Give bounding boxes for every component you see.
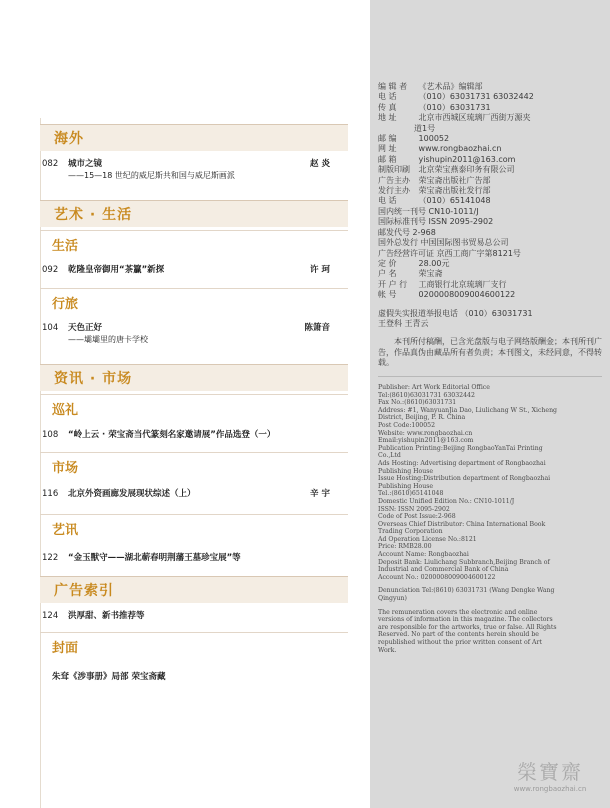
- subsection-title: 市场: [52, 461, 79, 476]
- en-tel2: Tel.:(8610)65141048: [378, 490, 444, 498]
- en-address: Address: #1, WanyuanJia Dao, Liulichang W St., Xicheng District, Beijing, P. R. China: [378, 406, 558, 422]
- page-number: 104: [42, 323, 59, 333]
- toc-entry-082[interactable]: [42, 158, 342, 182]
- author: 许 珂: [310, 265, 330, 275]
- page-number: 124: [42, 611, 59, 621]
- article-subtitle: ——15—18 世纪的威尼斯共和国与威尼斯画派: [68, 171, 235, 180]
- author: 赵 炎: [310, 159, 330, 169]
- info-issue-host: 发行主办 荣宝斋出版社发行部: [378, 186, 491, 196]
- section-title: 海外: [40, 125, 348, 151]
- page-number: 108: [42, 430, 59, 440]
- en-postcode: Post Code:100052: [378, 421, 436, 429]
- info-ad-host: 广告主办 荣宝斋出版社广告部: [378, 175, 491, 185]
- toc-entry-108[interactable]: [42, 429, 342, 441]
- en-overseas: Overseas Chief Distributor: China International Book Trading Corporation: [378, 520, 546, 536]
- section-zixun-shichang: [40, 364, 348, 391]
- subsection-shichang: [40, 452, 348, 476]
- info-issn: 国际标准刊号 ISSN 2095-2902: [378, 217, 494, 227]
- section-title: 资讯 · 市场: [40, 365, 348, 391]
- info-price: 定 价 28.00元: [378, 258, 450, 268]
- subsection-yixun: [40, 514, 348, 538]
- section-haiwai: [40, 124, 348, 151]
- en-denunciation: Denunciation Tel:(8610) 63031731 (Wang Dengke Wang Qingyun): [378, 587, 555, 603]
- info-bank: 开 户 行 工商银行北京琉璃厂支行: [378, 279, 507, 289]
- page-number: 122: [42, 553, 59, 563]
- en-price: Price: RMB28.00: [378, 543, 432, 551]
- en-publisher: Publisher: Art Work Editorial Office: [378, 384, 490, 391]
- info-address: 地 址 北京市西城区琉璃厂西街万源夹: [378, 113, 531, 123]
- en-account-number: Account No.: 0200008009004600122: [378, 573, 496, 581]
- page-number: 092: [42, 265, 59, 275]
- en-post-issue-code: Code of Post Issue:2-968: [378, 513, 456, 521]
- en-ad-license: Ad Operation License No.:8121: [378, 535, 477, 543]
- info-website: 网 址 www.rongbaozhai.cn: [378, 144, 502, 154]
- subsection-title: 行旅: [52, 297, 79, 312]
- author: 陈箫音: [304, 323, 330, 333]
- section-title: 广告索引: [40, 577, 348, 603]
- section-guanggao: [40, 576, 348, 603]
- panel-divider: [378, 376, 602, 377]
- subsection-shenghuo: [40, 230, 348, 254]
- article-title: 北京外资画廊发展现状综述（上）: [68, 489, 196, 499]
- info-printing: 制版印刷 北京荣宝燕泰印务有限公司: [378, 165, 515, 175]
- en-deposit-bank: Deposit Bank: Liulichang Subbranch,Beijing Branch of Industrial and Commercial Bank of China: [378, 558, 550, 574]
- toc-entry-104[interactable]: [42, 322, 342, 346]
- subsection-xinglv: [40, 288, 348, 312]
- article-title: 天色正好: [68, 323, 103, 333]
- en-remuneration-notice: The remuneration covers the electronic and online versions of information in this magazine. The collectors are responsible for the artworks, true or false. All Rights Reserved. No part of the contents herein should be republished without the prior written consent of Art Work.: [378, 608, 557, 654]
- en-fax: Fax No.:(8610)63031731: [378, 399, 457, 407]
- subsection-title: 艺讯: [52, 523, 79, 538]
- article-title: 乾隆皇帝御用“茶籯”新探: [68, 265, 165, 275]
- info-tel2: 电 话 （010）65141048: [378, 196, 491, 206]
- en-printing: Publication Printing:Beijing RongbaoYanTai Printing Co.,Ltd: [378, 444, 543, 460]
- en-email: Email:yishupin2011@163.com: [378, 437, 474, 445]
- info-postcode: 邮 编 100052: [378, 134, 450, 144]
- masthead-en: [378, 384, 558, 654]
- subsection-xunli: [40, 394, 348, 418]
- page-number: 082: [42, 159, 59, 169]
- article-title: “金玉獸守——湖北蕲春明荆藩王墓珍宝展”等: [68, 553, 241, 563]
- article-subtitle: ——壩壩里的唐卡学校: [68, 335, 148, 344]
- en-account-name: Account Name: Rongbaozhai: [378, 551, 469, 559]
- info-ad-license: 广告经营许可证 京西工商广字第8121号: [378, 248, 521, 258]
- info-copyright-notice: 本刊所付稿酬，已含光盘版与电子网络版酬金；本刊所刊广告，作品真伪由藏品所有者负责；本刊图文，未经同意，不得转载。: [378, 337, 602, 368]
- rongbaozhai-watermark: [500, 756, 600, 793]
- en-issue-hosting: Issue Hosting:Distribution department of Rongbaozhai Publishing House: [378, 475, 551, 490]
- info-post-issue-code: 邮发代号 2-968: [378, 227, 436, 237]
- en-domestic-no: Domestic Unified Edition No.: CN10-1011/J: [378, 497, 515, 505]
- cover-caption: 朱耷《涉事册》局部 荣宝斋藏: [52, 672, 166, 682]
- article-title: “岭上云 · 荣宝斋当代篆刻名家邀请展”作品选登（一）: [68, 430, 276, 440]
- article-title: 城市之镜: [68, 159, 103, 169]
- info-account-name: 户 名 荣宝斋: [378, 269, 443, 279]
- toc-entry-116[interactable]: [42, 488, 342, 500]
- info-account-number: 帐 号 0200008009004600122: [378, 290, 516, 300]
- watermark-url: www.rongbaozhai.cn: [513, 785, 587, 793]
- author: 辛 宇: [310, 489, 330, 499]
- info-cn-number: 国内统一刊号 CN10-1011/J: [378, 206, 479, 216]
- info-tel: 电 话 （010）63031731 63032442: [378, 92, 534, 102]
- subsection-title: 封面: [52, 641, 79, 656]
- toc-entry-092[interactable]: [42, 264, 342, 276]
- en-ads-hosting: Ads Hosting: Advertising department of Rongbaozhai Publishing House: [378, 459, 546, 475]
- section-title: 艺术 · 生活: [40, 201, 348, 227]
- subsection-fengmian: [40, 632, 348, 656]
- page-number: 116: [42, 489, 59, 499]
- info-address-cont: 道1号: [414, 123, 436, 133]
- info-email: 邮 箱 yishupin2011@163.com: [378, 154, 516, 164]
- watermark-logo: 榮寶齋: [517, 760, 583, 784]
- en-tel: Tel:(8610)63031731 63032442: [378, 391, 475, 399]
- en-website: Website: www.rongbaozhai.cn: [378, 429, 473, 437]
- info-report-names: 王登科 王青云: [378, 318, 429, 328]
- section-yishu-shenghuo: [40, 200, 348, 227]
- article-title: 洪厚甜、新书推荐等: [68, 611, 145, 621]
- info-fax: 传 真 （010）63031731: [378, 102, 491, 112]
- en-issn: ISSN: ISSN 2095-2902: [378, 505, 450, 513]
- masthead-cn: [378, 82, 602, 369]
- info-overseas: 国外总发行 中国国际图书贸易总公司: [378, 238, 509, 248]
- toc-entry-124[interactable]: [42, 610, 342, 622]
- subsection-title: 生活: [52, 239, 79, 254]
- subsection-title: 巡礼: [52, 403, 79, 418]
- info-report-tel: 虚假失实报道举报电话 （010）63031731: [378, 308, 533, 318]
- info-editor: 编 辑 者 《艺术品》编辑部: [378, 82, 483, 91]
- toc-entry-122[interactable]: [42, 552, 342, 564]
